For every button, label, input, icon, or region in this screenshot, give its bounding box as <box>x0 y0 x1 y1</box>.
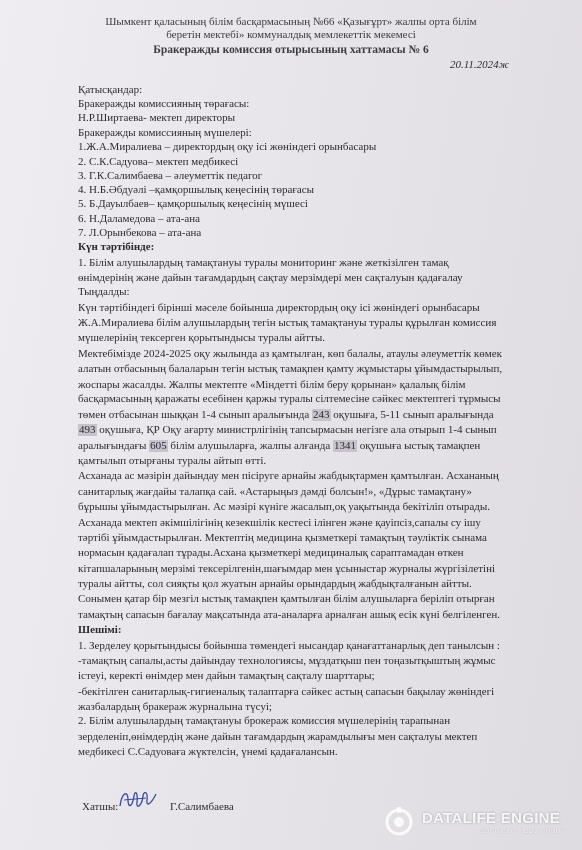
protocol-line: нормасын қадағалап тұрады.Асхана қызметкері медициналық сараптамадан өткен <box>78 547 464 559</box>
highlighted-number: 243 <box>313 409 330 421</box>
protocol-line: басқармасының қаражаты есебінен қаржы туралы сілтемесіне сәйкес мектептегі тұрмысы <box>78 393 501 405</box>
protocol-line: кітапшаларының мерзімі тексерілгенін,шағымдар мен ұсыныстар журналы жүргізілетіні <box>78 563 496 575</box>
protocol-line: Сонымен қатар бір мезгіл ыстық тамақпен қамтылған білім алушыларға беріліп отырған <box>78 593 495 605</box>
protocol-line: алатын отбасының балаларын тегін ыстық тамақпен қамту жұмыстары ұйымдастырылып, <box>78 363 503 375</box>
protocol-line: төмен отбасынан шыққан 1-4 сынып аралығында 243 оқушыға, 5-11 сынып аралығында <box>78 409 494 421</box>
protocol-line: тамақтың сапасын бағалау мақсатында ата-аналарға арналған ашық есік күні белгіленген. <box>78 609 500 621</box>
protocol-line: жоспары жасалды. Жалпы мектепте «Міндетті білім беру қорынан» қалалық білім <box>78 379 466 391</box>
protocol-line: -бекітілген санитарлық-гигиеналық талаптарға сәйкес астың сапасын бақылау жөніндегі <box>78 686 495 698</box>
protocol-line: тәртібі ұйымдастырылған. Мектептің медицина қызметкері тамақтың тәуліктік сынама <box>78 532 487 544</box>
protocol-line: 3. Г.К.Салимбаева – әлеуметтік педагог <box>78 170 263 182</box>
protocol-line: Асханада мектеп әкімшілігінің кезекшілік кестесі ілінген және қауіпсіз,сапалы су ішу <box>78 517 481 529</box>
protocol-line: жазбалардың бракераж журналына түсуі; <box>78 701 272 713</box>
protocol-line: Қатысқандар: <box>78 84 143 96</box>
secretary-label: Хатшы: <box>82 801 119 813</box>
protocol-line: өнімдерінің және дайын тағамдардың сақтау мерзімдері мен сақталуын қадағалау <box>78 272 463 284</box>
secretary-name: Г.Салимбаева <box>170 801 234 813</box>
protocol-line: Н.Р.Ширтаева- мектеп директоры <box>78 112 236 124</box>
protocol-line: -тамақтың сапалы,асты дайындау технологиясы, мұздатқыш пен тоңазытқыштың жұмыс <box>78 655 496 667</box>
protocol-line: Бракеражды комиссияның мүшелері: <box>78 127 252 139</box>
highlighted-number: 493 <box>79 424 96 436</box>
protocol-line: бұрышы ұйымдастырылған. Ас мәзірі күніге жасалып,оқ уақытында бекітіліп отырады. <box>78 501 491 513</box>
watermark-tagline: SOFTNEWS MEDIA GROUP <box>480 828 565 835</box>
protocol-line: зерделеніп,өнімдердің және дайын тағамдардың жарамдылығы мен сақталуы мектеп <box>78 731 478 743</box>
protocol-line: 2. Білім алушылардың тамақтануы брокераж комиссия мүшелерінің тарапынан <box>78 715 451 727</box>
protocol-line: туралы айтты, сол сияқты қол жуатын арнайы орындардың жабдықталғанын айтты. <box>78 578 472 590</box>
protocol-line: 7. Л.Орынбекова – ата-ана <box>78 227 202 239</box>
protocol-line: 2. С.К.Садуова– мектеп медбикесі <box>78 156 239 168</box>
protocol-line: Күн тәртібінде: <box>78 241 155 253</box>
protocol-line: мүшелерінің тексерген қорытындысы туралы айтты. <box>78 332 325 344</box>
protocol-line: 1. Зерделеу қорытындысы бойынша төмендегі нысандар қанағаттанарлық деп танылсын : <box>78 640 500 652</box>
protocol-line: медбикесі С.Садуоваға жүктелсін, үнемі қадағалансын. <box>78 746 338 758</box>
protocol-line: 1. Білім алушылардың тамақтануы туралы мониторинг және жеткізілген тамақ <box>78 257 449 269</box>
protocol-line: санитарлық жағдайы талапқа сай. «Астарыңыз дәмді болсын!», «Дұрыс тамақтану» <box>78 486 472 498</box>
protocol-line: 493 оқушыға, ҚР Оқу ағарту министрлігінің тапсырмасын негізге ала отырып 1-4 сынып <box>79 424 497 436</box>
school-name-line-2: беретін мектебі» коммуналдық мемлекеттік мекемесі <box>166 29 416 41</box>
protocol-line: Ж.А.Миралиева білім алушылардың тегін ыстық тамақтануы туралы құрылған комиссия <box>78 317 497 329</box>
protocol-line: 1.Ж.А.Миралиева – директордың оқу ісі жөніндегі орынбасары <box>78 141 377 153</box>
protocol-line: Асханада ас мәзірін дайындау мен пісіруге арнайы жабдықтармен қамтылған. Асхананың <box>78 470 499 482</box>
highlighted-number: 605 <box>150 440 167 452</box>
site-watermark <box>384 807 582 841</box>
protocol-title: Бракеражды комиссия отырысының хаттамасы № 6 <box>153 44 429 56</box>
protocol-line: Мектебімізде 2024-2025 оқу жылында аз қамтылған, көп балалы, атаулы әлеуметтік көмек <box>78 348 502 360</box>
handwritten-signature <box>116 786 160 812</box>
protocol-line: қамтылып отырғаны туралы айтып өтті. <box>78 455 267 467</box>
protocol-line: 6. Н.Даламедова – ата-ана <box>78 213 201 225</box>
protocol-line: істеуі, керекті өнімдер мен дайын тамақтың сақталу шарттары; <box>78 670 375 682</box>
protocol-date: 20.11.2024ж <box>450 59 509 71</box>
protocol-line: аралығындағы 605 білім алушыларға, жалпы алғанда 1341 оқушыға ыстық тамақпен <box>78 440 481 452</box>
protocol-line: Тыңдалды: <box>78 286 130 298</box>
protocol-line: Күн тәртібіндегі бірінші мәселе бойынша директордың оқу ісі жөніндегі орынбасары <box>78 302 480 314</box>
protocol-line: 4. Н.Б.Әбдуәлі –қамқоршылық кеңесінің төрағасы <box>78 184 315 196</box>
protocol-line: Шешімі: <box>78 624 122 636</box>
protocol-line: 5. Б.Дауылбаев– қамқоршылық кеңесінің мүшесі <box>78 198 308 210</box>
protocol-line: Бракеражды комиссияның төрағасы: <box>78 98 250 110</box>
watermark-brand: DATALIFE ENGINE <box>422 810 561 827</box>
school-name-line-1: Шымкент қаласының білім басқармасының №66 «Қазығұрт» жалпы орта білім <box>105 16 477 28</box>
highlighted-number: 1341 <box>334 440 356 452</box>
datalife-logo-icon <box>384 807 414 837</box>
